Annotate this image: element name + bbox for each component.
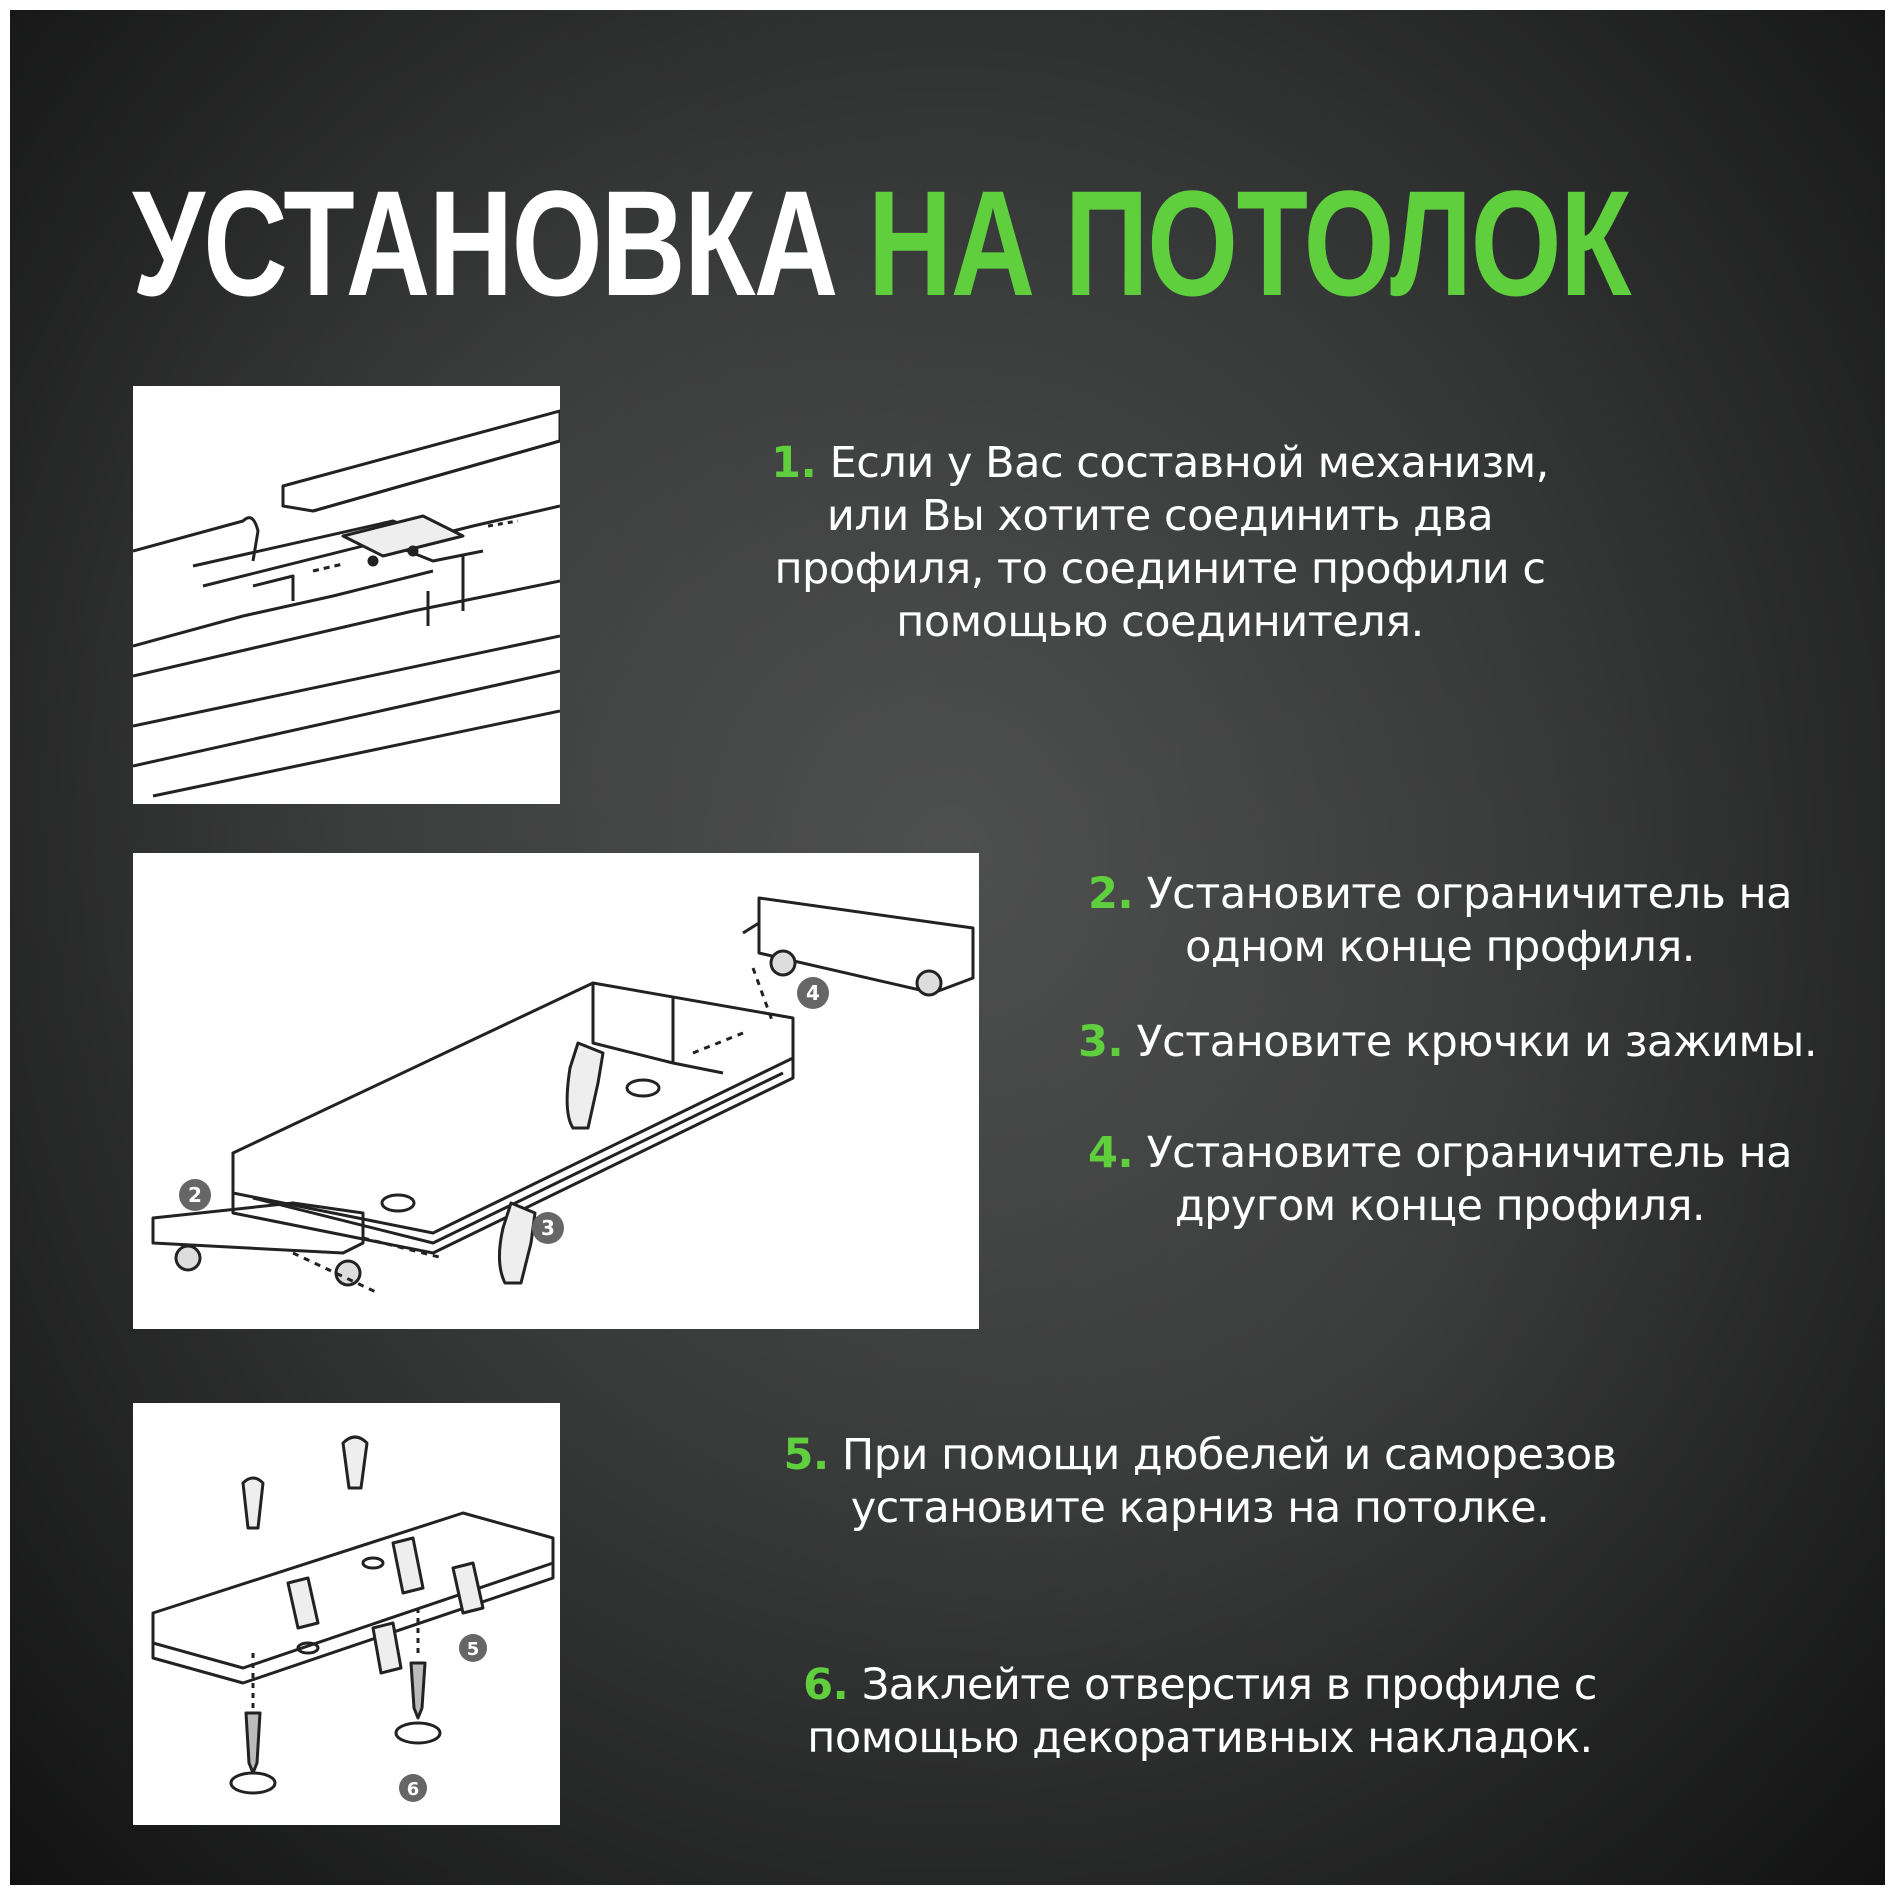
step-4 [1010,1127,1870,1233]
badge-3: 3 [541,1216,555,1240]
step-2 [1010,868,1870,974]
step-2-number: 2. [1088,869,1134,919]
step-2-line-2: одном конце профиля. [1185,922,1695,972]
step-4-line-2: другом конце профиля. [1174,1181,1706,1231]
title-white: УСТАНОВКА [132,159,837,327]
step-6 [670,1659,1730,1765]
step-3 [1010,1016,1885,1069]
step-6-line-1: 6. Заклейте отверстия в профиле с [803,1660,1597,1710]
step-6-line-2: помощью декоративных накладок. [807,1713,1593,1763]
diagram-connector [133,386,560,804]
step-1-number: 1. [771,438,817,488]
step-2-line-1: 2. Установите ограничитель на [1088,869,1792,919]
step-4-number: 4. [1088,1128,1134,1178]
step-1-line-4: помощью соединителя. [896,597,1424,647]
badge-5: 5 [466,1639,480,1660]
diagram-ceiling-mount [133,1403,560,1825]
badge-6: 6 [406,1779,420,1800]
step-5-line-2: установите карниз на потолке. [850,1483,1550,1533]
step-1-line-3: профиля, то соедините профили с [774,544,1546,594]
step-4-line-1: 4. Установите ограничитель на [1088,1128,1792,1178]
step-6-number: 6. [803,1660,849,1710]
step-5 [670,1429,1730,1535]
step-5-number: 5. [783,1430,829,1480]
step-5-line-1: 5. При помощи дюбелей и саморезов [783,1430,1617,1480]
badge-4: 4 [806,981,820,1005]
step-1-line-2: или Вы хотите соединить два [826,491,1494,541]
page-title [132,159,1630,327]
step-1-line-1: 1. Если у Вас составной механизм, [771,438,1549,488]
badge-2: 2 [188,1183,202,1207]
title-green: НА ПОТОЛОК [867,159,1630,327]
step-3-number: 3. [1077,1017,1124,1067]
step-3-line-1: 3. Установите крючки и зажимы. [1077,1017,1818,1067]
diagram-profile-assembly [133,853,979,1329]
step-1 [680,437,1640,649]
